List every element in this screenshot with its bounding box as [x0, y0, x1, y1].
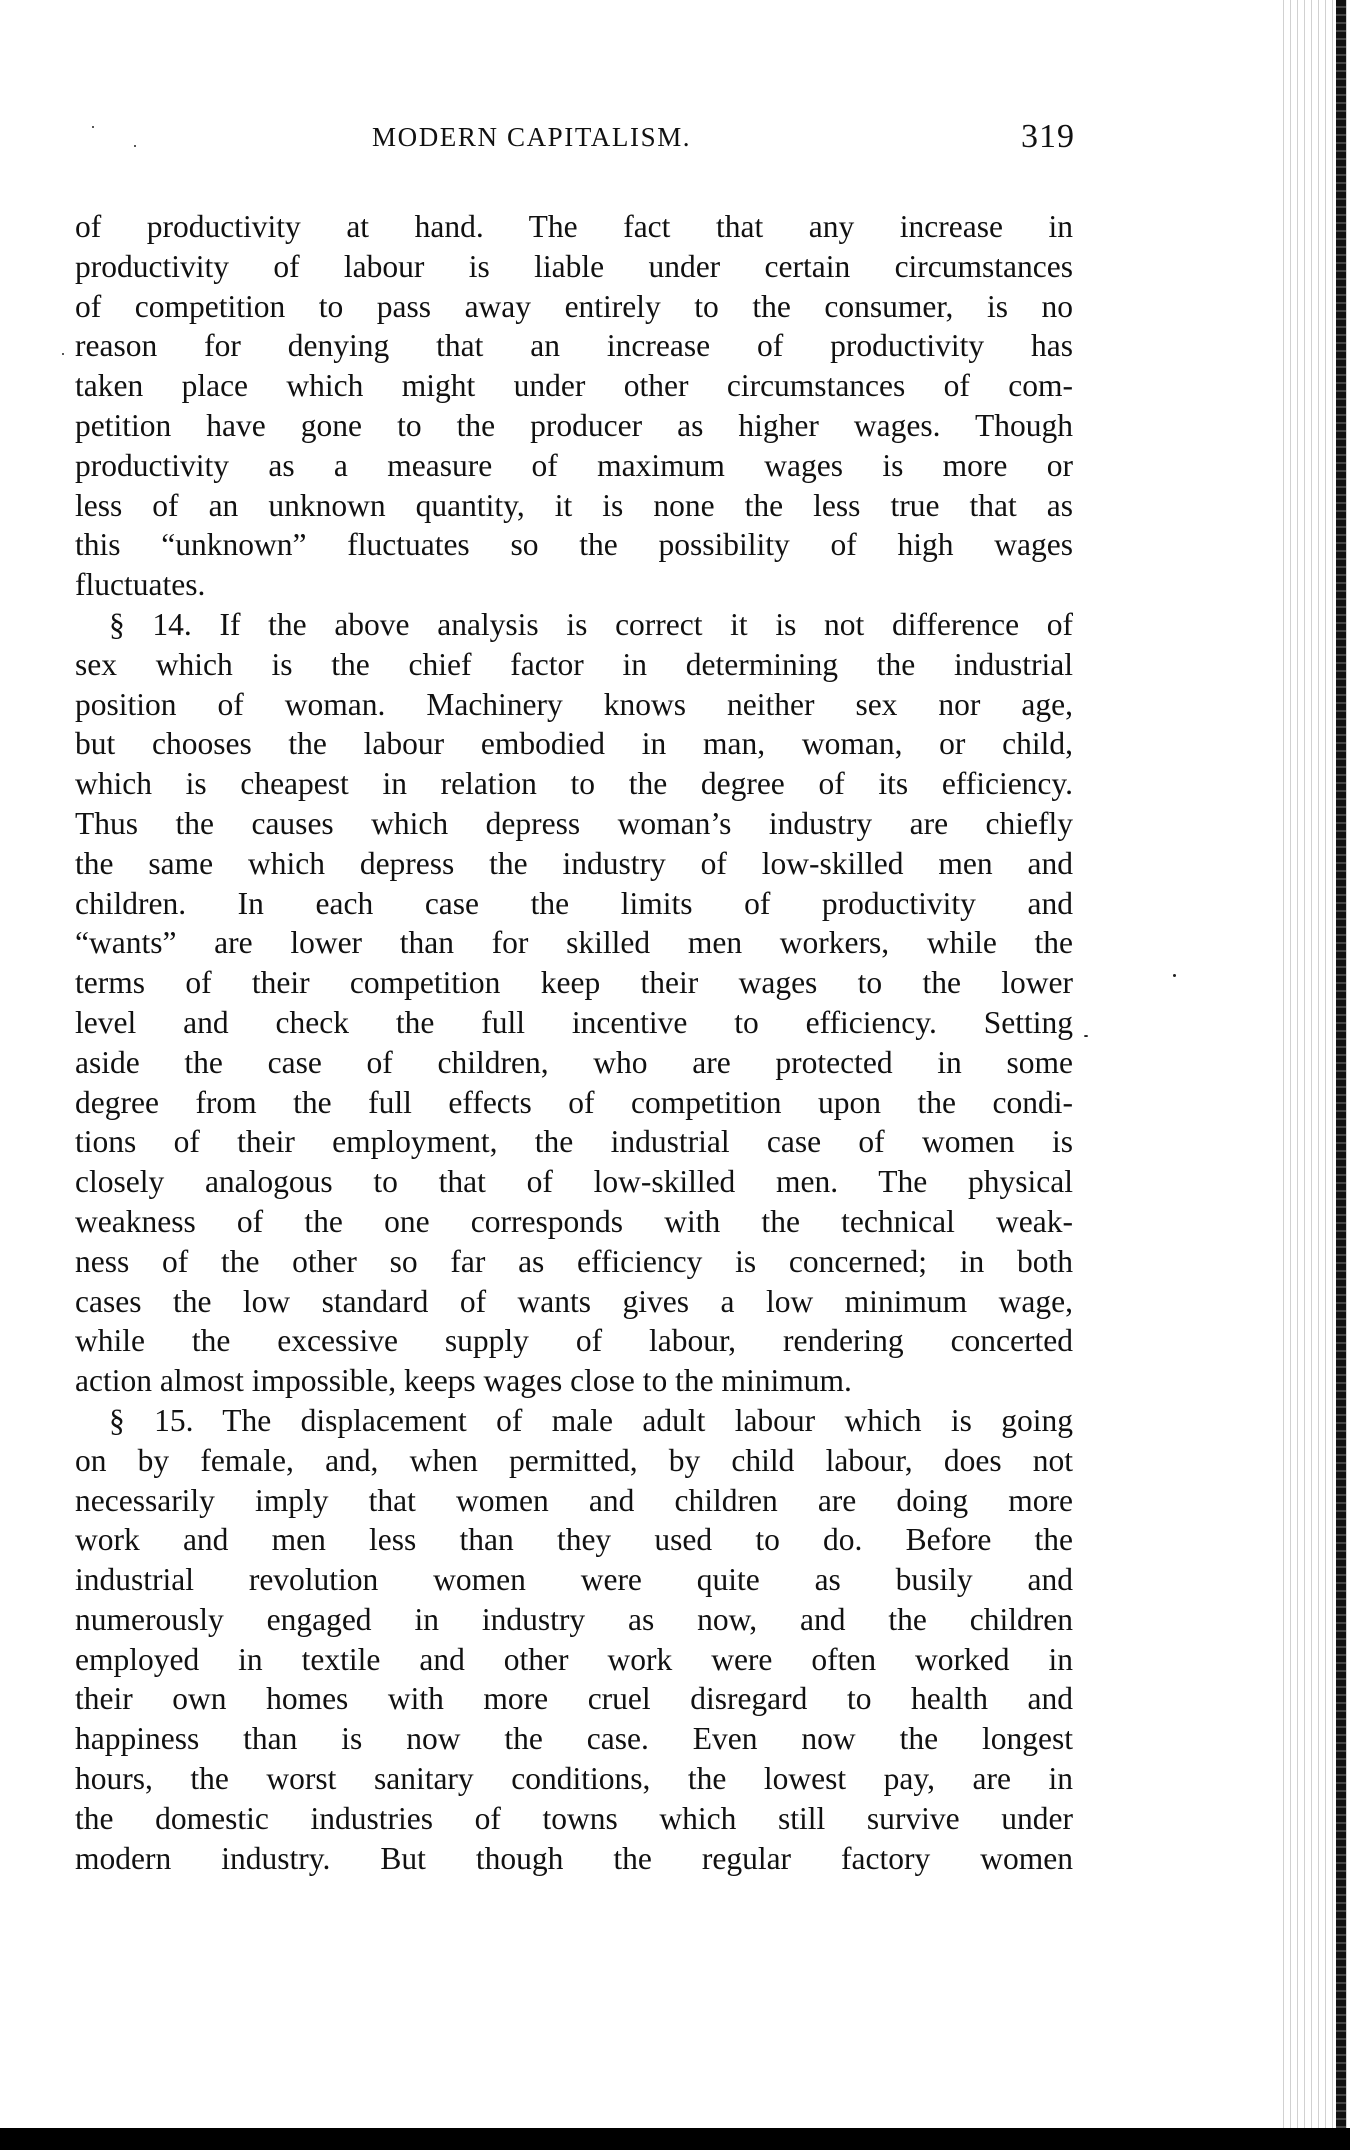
scan-speck	[134, 145, 136, 147]
text-line: numerously engaged in industry as now, and the children	[75, 1601, 1073, 1637]
text-line: of competition to pass away entirely to the consumer, is no	[75, 288, 1073, 324]
text-line: level and check the full incentive to efficiency. Setting	[75, 1004, 1073, 1040]
text-line: the same which depress the industry of low-skilled men and	[75, 845, 1073, 881]
text-line: “wants” are lower than for skilled men workers, while the	[75, 925, 1073, 961]
scan-bottom-border	[0, 2128, 1350, 2150]
paragraph-section-14	[75, 605, 1073, 1401]
text-line: sex which is the chief factor in determining the industrial	[75, 646, 1073, 682]
text-line: work and men less than they used to do. Before the	[75, 1522, 1073, 1558]
text-line: children. In each case the limits of productivity and	[75, 885, 1073, 921]
text-line: reason for denying that an increase of productivity has	[75, 328, 1073, 364]
text-line: on by female, and, when permitted, by child labour, does not	[75, 1442, 1073, 1478]
text-line: but chooses the labour embodied in man, woman, or child,	[75, 726, 1073, 762]
text-line: petition have gone to the producer as higher wages. Though	[75, 407, 1073, 443]
page-number: 319	[1021, 118, 1075, 155]
text-line: Thus the causes which depress woman’s industry are chiefly	[75, 805, 1073, 841]
text-line: productivity as a measure of maximum wages is more or	[75, 447, 1073, 483]
body-text	[75, 207, 1073, 1878]
text-line: industrial revolution women were quite as busily and	[75, 1562, 1073, 1598]
scan-speck	[1173, 974, 1176, 977]
scan-speck	[62, 353, 64, 355]
text-line: cases the low standard of wants gives a low minimum wage,	[75, 1283, 1073, 1319]
paragraph-section-15	[75, 1401, 1073, 1879]
text-line: terms of their competition keep their wages to the lower	[75, 965, 1073, 1001]
text-line: which is cheapest in relation to the degree of its efficiency.	[75, 766, 1073, 802]
text-line: taken place which might under other circumstances of com-	[75, 368, 1073, 404]
text-line: less of an unknown quantity, it is none the less true that as	[75, 487, 1073, 523]
text-line: their own homes with more cruel disregard to health and	[75, 1681, 1073, 1717]
scan-speck	[92, 126, 94, 128]
text-line: while the excessive supply of labour, rendering concerted	[75, 1323, 1073, 1359]
text-line: tions of their employment, the industrial case of women is	[75, 1124, 1073, 1160]
text-line: fluctuates.	[75, 567, 206, 603]
text-line: necessarily imply that women and children are doing more	[75, 1482, 1073, 1518]
text-line: degree from the full effects of competition upon the condi-	[75, 1084, 1073, 1120]
text-line: of productivity at hand. The fact that any increase in	[75, 209, 1073, 244]
text-line: weakness of the one corresponds with the technical weak-	[75, 1203, 1073, 1239]
text-line: this “unknown” fluctuates so the possibility of high wages	[75, 527, 1073, 563]
section-heading-line: § 14. If the above analysis is correct it is not difference of	[109, 606, 1073, 642]
text-line: position of woman. Machinery knows neither sex nor age,	[75, 686, 1073, 722]
section-heading-line: § 15. The displacement of male adult labour which is going	[109, 1402, 1073, 1438]
text-line: employed in textile and other work were often worked in	[75, 1641, 1073, 1677]
text-line: closely analogous to that of low-skilled men. The physical	[75, 1164, 1073, 1200]
text-line: aside the case of children, who are protected in some	[75, 1044, 1073, 1080]
text-line: ness of the other so far as efficiency is concerned; in both	[75, 1243, 1073, 1279]
paragraph-continued	[75, 207, 1073, 605]
text-line: productivity of labour is liable under certain circumstances	[75, 248, 1073, 284]
text-line: modern industry. But though the regular factory women	[75, 1840, 1073, 1876]
text-line: action almost impossible, keeps wages close to the minimum.	[75, 1363, 852, 1399]
text-line: happiness than is now the case. Even now the longest	[75, 1721, 1073, 1757]
page-edge-binding	[1336, 0, 1346, 2128]
scan-speck	[1084, 1035, 1088, 1037]
running-title: MODERN CAPITALISM.	[372, 122, 692, 152]
running-head	[75, 118, 1075, 155]
text-line: the domestic industries of towns which still survive under	[75, 1800, 1073, 1836]
text-line: hours, the worst sanitary conditions, the lowest pay, are in	[75, 1761, 1073, 1797]
